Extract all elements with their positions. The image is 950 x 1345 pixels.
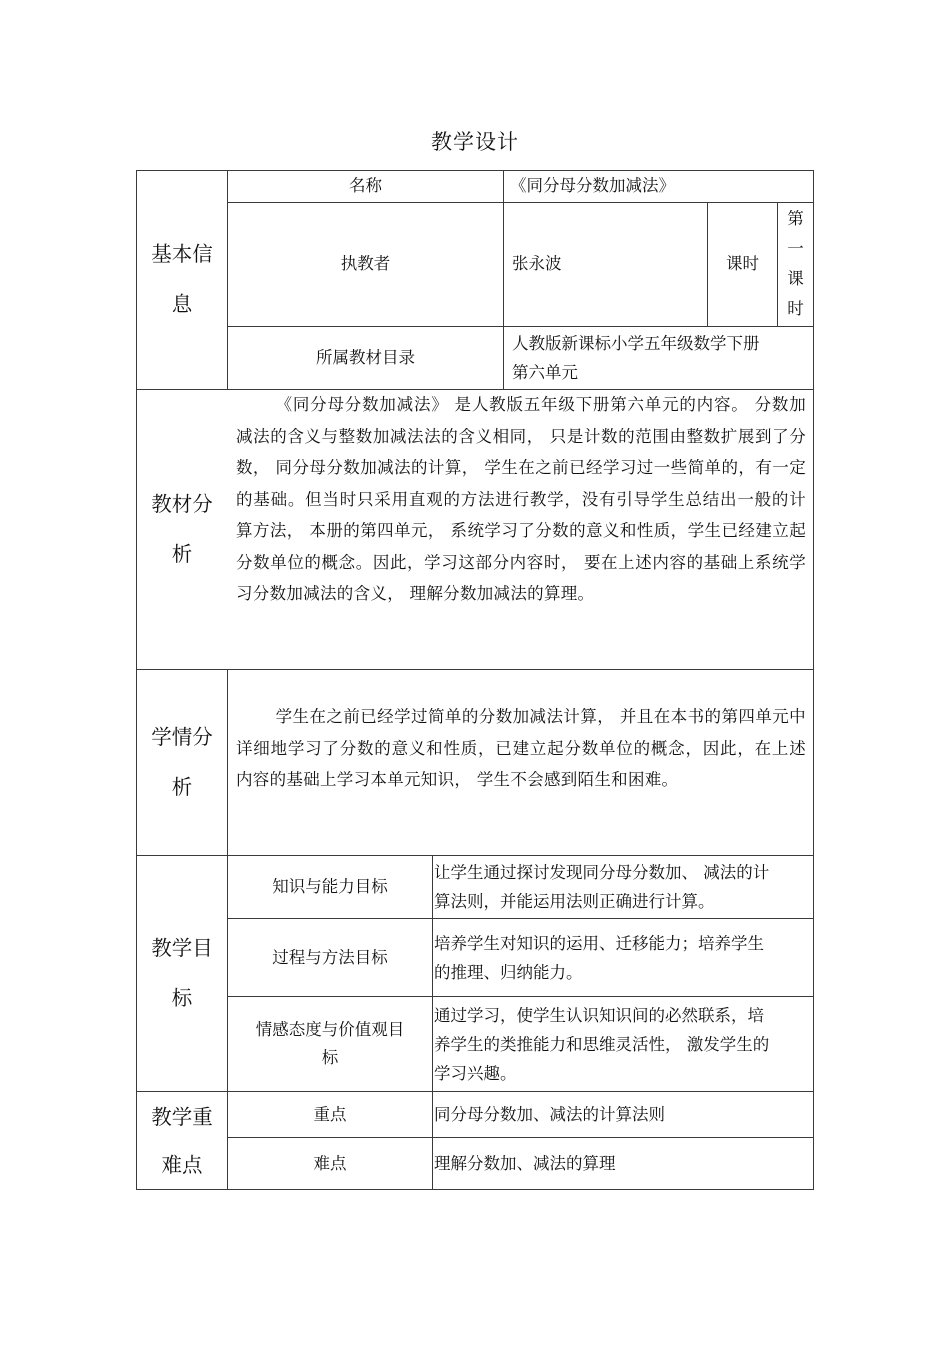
- section-objectives: [137, 923, 227, 1023]
- period-char: 时: [787, 299, 804, 318]
- objective-label-line: 标: [321, 1048, 339, 1067]
- objective-emotion-value: [434, 997, 812, 1091]
- difficulty-label: 难点: [313, 1153, 347, 1173]
- difficulty-value: 理解分数加、减法的算理: [434, 1153, 616, 1173]
- objective-line: 学习兴趣。: [434, 1063, 517, 1083]
- name-label: 名称: [349, 176, 382, 195]
- objective-line: 算法则，并能运用法则正确进行计算。: [434, 892, 715, 911]
- section-label: 教学目标: [151, 936, 213, 1010]
- textbook-label: 所属教材目录: [316, 347, 415, 367]
- section-label: 教学重难点: [151, 1104, 213, 1177]
- teacher-value: 张永波: [512, 254, 562, 273]
- objective-line: 养学生的类推能力和思维灵活性， 激发学生的: [434, 1034, 770, 1054]
- section-label: 基本信息: [151, 242, 213, 316]
- objective-line: 培养学生对知识的运用、迁移能力；培养学生: [434, 933, 764, 953]
- teacher-label: 执教者: [340, 254, 391, 273]
- objective-process-label: 过程与方法目标: [272, 947, 388, 967]
- objective-line: 的推理、归纳能力。: [434, 962, 583, 982]
- textbook-line: 第六单元: [512, 362, 578, 382]
- objective-line: 通过学习，使学生认识知识间的必然联系，培: [434, 1005, 764, 1025]
- objective-emotion-label: [228, 997, 432, 1091]
- section-key-points: [137, 1092, 227, 1189]
- document-title: 教学设计: [431, 130, 519, 154]
- material-analysis-text: 《同分母分数加减法》 是人教版五年级下册第六单元的内容。 分数加减法的含义与整数加减法法的含义相同， 只是计数的范围由整数扩展到了分数， 同分母分数加减法的计算， 学生在之前已经学习过一些简单的，有一定的基础。但当时只采用直观的方法进行教学，没有引导学生总结出一般的计算方法， 本册的第四单元， 系统学习了分数的意义和性质，学生已经建立起分数单位的概念。因此，学习这部分内容时， 要在上述内容的基础上系统学习分数加减法的含义， 理解分数加减法的算理。: [236, 395, 806, 603]
- textbook-value: [512, 326, 812, 389]
- key-point-label: 重点: [313, 1104, 347, 1124]
- section-basic-info: [137, 229, 227, 329]
- section-label: 教材分析: [151, 492, 213, 566]
- section-student-analysis: [137, 712, 227, 812]
- period-char: 课: [787, 269, 804, 288]
- period-char: 第: [787, 209, 804, 228]
- name-value: 《同分母分数加减法》: [510, 176, 675, 195]
- objective-knowledge-value: [434, 856, 812, 918]
- period-char: 一: [787, 239, 804, 258]
- objective-label-line: 情感态度与价值观目: [255, 1020, 405, 1039]
- section-label: 学情分析: [151, 725, 213, 799]
- period-label: 课时: [726, 254, 759, 273]
- period-value: [778, 202, 813, 326]
- objective-process-value: [434, 919, 812, 996]
- key-point-value: 同分母分数加、减法的计算法则: [434, 1104, 665, 1124]
- section-material-analysis: [137, 479, 227, 579]
- objective-line: 让学生通过探讨发现同分母分数加、 减法的计: [434, 863, 770, 882]
- textbook-line: 人教版新课标小学五年级数学下册: [512, 333, 760, 353]
- objective-knowledge-label: 知识与能力目标: [272, 877, 388, 896]
- student-analysis-text: 学生在之前已经学过简单的分数加减法计算， 并且在本书的第四单元中详细地学习了分数的意义和性质，已建立起分数单位的概念，因此，在上述内容的基础上学习本单元知识， 学生不会感到陌生和困难。: [236, 707, 806, 789]
